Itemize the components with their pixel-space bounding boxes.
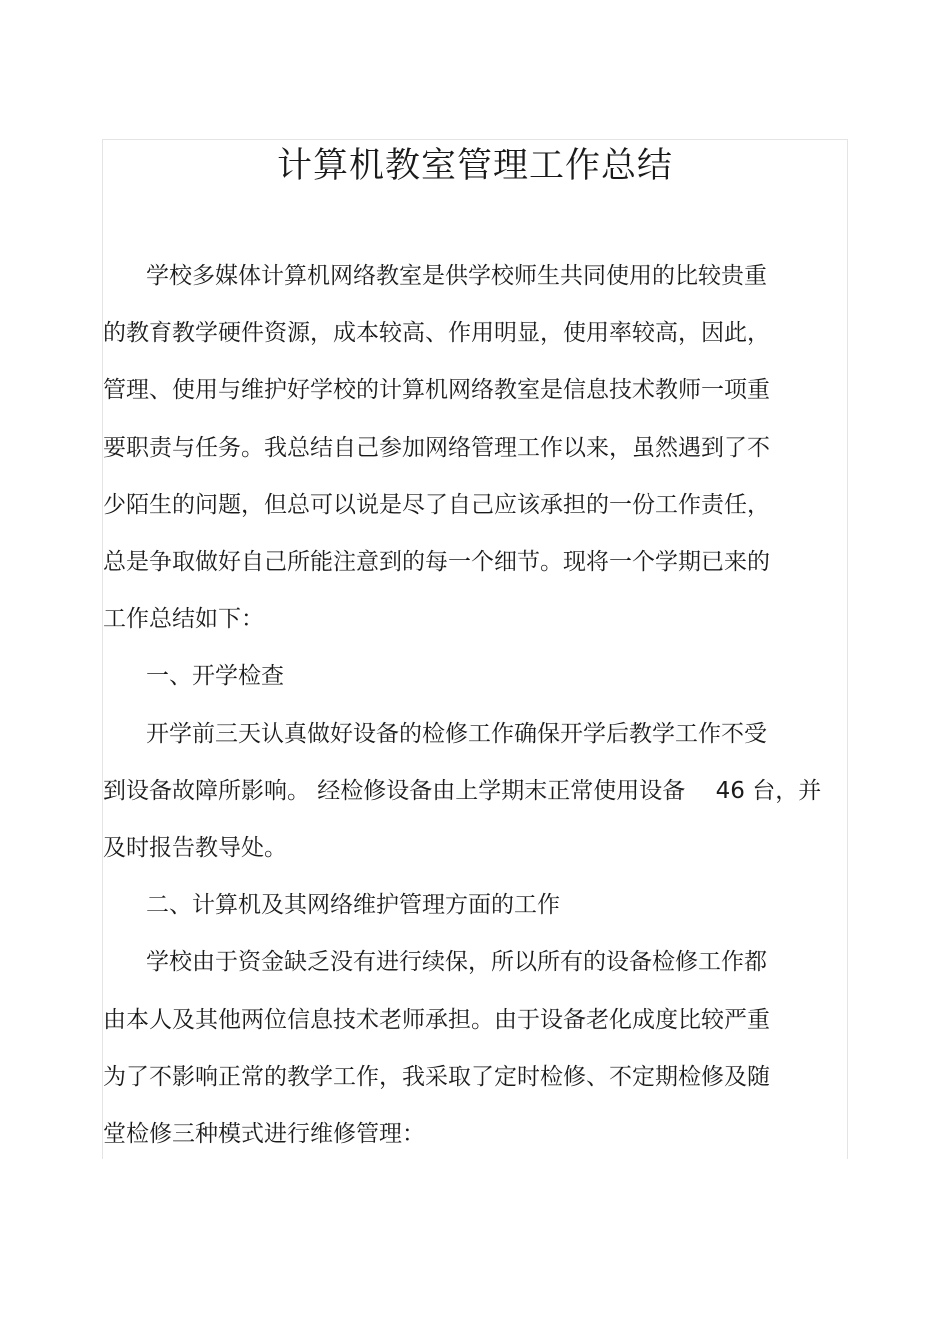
body-line-11: 及时报告教导处。 <box>103 835 287 861</box>
body-line-16: 堂检修三种模式进行维修管理： <box>103 1121 425 1147</box>
body-line-1: 学校多媒体计算机网络教室是供学校师生共同使用的比较贵重 <box>146 263 767 289</box>
body-line-15: 为了不影响正常的教学工作，我采取了定时检修、不定期检修及随 <box>103 1063 770 1090</box>
body-line-7: 工作总结如下： <box>103 606 264 633</box>
body-line-2: 的教育教学硬件资源，成本较高、作用明显，使用率较高，因此， <box>103 320 770 347</box>
section-heading-2: 二、计算机及其网络维护管理方面的工作 <box>146 892 560 919</box>
body-line-3: 管理、使用与维护好学校的计算机网络教室是信息技术教师一项重 <box>103 377 770 404</box>
body-line-4: 要职责与任务。我总结自己参加网络管理工作以来，虽然遇到了不 <box>103 434 770 461</box>
body-line-10: 到设备故障所影响。 经检修设备由上学期末正常使用设备 46 台，并 <box>103 777 822 804</box>
document-title: 计算机教室管理工作总结 <box>276 146 673 186</box>
body-line-13: 学校由于资金缺乏没有进行续保，所以所有的设备检修工作都 <box>146 949 767 976</box>
body-line-14: 由本人及其他两位信息技术老师承担。由于设备老化成度比较严重 <box>103 1006 770 1033</box>
body-line-6: 总是争取做好自己所能注意到的每一个细节。现将一个学期已来的 <box>103 549 770 575</box>
section-heading-1: 一、开学检查 <box>146 663 284 690</box>
body-line-9: 开学前三天认真做好设备的检修工作确保开学后教学工作不受 <box>146 720 767 747</box>
body-line-5: 少陌生的问题，但总可以说是尽了自己应该承担的一份工作责任， <box>103 491 770 518</box>
